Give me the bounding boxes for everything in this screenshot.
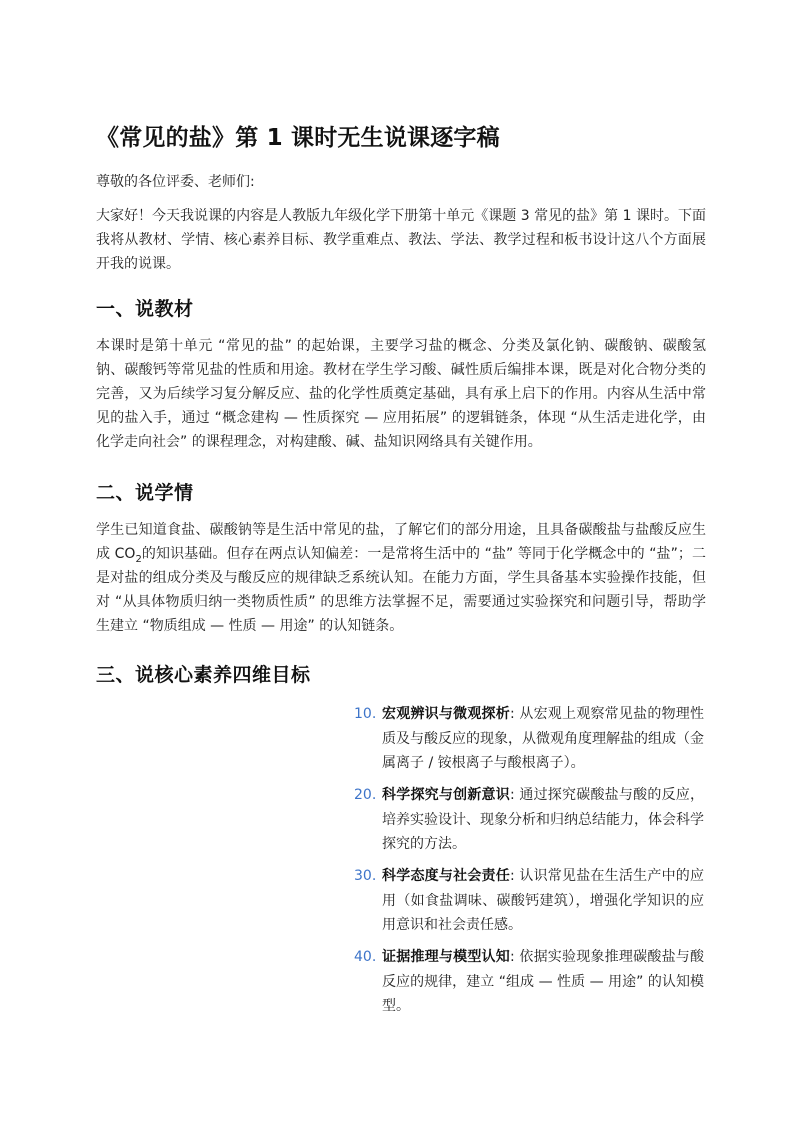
list-item: [354, 783, 704, 857]
section-heading-learners: 二、说学情: [96, 482, 194, 504]
learners-text-part2: 的知识基础。但存在两点认知偏差：一是常将生活中的 “盐” 等同于化学概念中的 “盐”；二是对盐的组成分类及与酸反应的规律缺乏系统认知。在能力方面，学生具备基本实验操作技能，但对 “从具体物质归纳一类物质性质” 的思维方法掌握不足，需要通过实验探究和问题引导，帮助学生建立 “物质组成 — 性质 — 用途” 的认知链条。: [96, 546, 706, 634]
list-number: 40.: [354, 949, 377, 965]
goal-text: : 从宏观上观察常见盐的物理性质及与酸反应的现象，从微观角度理解盐的组成（金属离子 / 铵根离子与酸根离子）。: [382, 706, 705, 771]
textbook-paragraph: 本课时是第十单元 “常见的盐” 的起始课，主要学习盐的概念、分类及氯化钠、碳酸钠、碳酸氢钠、碳酸钙等常见盐的性质和用途。教材在学生学习酸、碱性质后编排本课，既是对化合物分类的完善，又为后续学习复分解反应、盐的化学性质奠定基础，具有承上启下的作用。内容从生活中常见的盐入手，通过 “概念建构 — 性质探究 — 应用拓展” 的逻辑链条，体现 “从生活走进化学，由化学走向社会” 的课程理念，对构建酸、碱、盐知识网络具有关键作用。: [96, 338, 706, 450]
co2-subscript: 2: [135, 553, 142, 565]
list-number: 20.: [354, 787, 377, 803]
goal-text: : 依据实验现象推理碳酸盐与酸反应的规律，建立 “组成 — 性质 — 用途” 的认知模型。: [382, 949, 705, 1014]
goal-term: 宏观辨识与微观探析: [382, 706, 510, 722]
intro-paragraph: 大家好！今天我说课的内容是人教版九年级化学下册第十单元《课题 3 常见的盐》第 1 课时。下面我将从教材、学情、核心素养目标、教学重难点、教法、学法、教学过程和板书设计这八个方面展开我的说课。: [96, 208, 706, 272]
goal-term: 科学探究与创新意识: [382, 787, 510, 803]
goal-term: 科学态度与社会责任: [382, 868, 510, 884]
greeting-paragraph: 尊敬的各位评委、老师们:: [96, 174, 255, 190]
list-number: 30.: [354, 868, 377, 884]
list-item: [354, 945, 704, 1019]
learners-text-part1: 学生已知道食盐、碳酸钠等是生活中常见的盐，了解它们的部分用途，且具备碳酸盐与盐酸反应生成 CO: [96, 522, 706, 562]
goals-list: [354, 702, 704, 1026]
list-item: [354, 702, 704, 776]
goal-text: : 通过探究碳酸盐与酸的反应，培养实验设计、现象分析和归纳总结能力，体会科学探究的方法。: [382, 787, 705, 852]
list-number: 10.: [354, 706, 377, 722]
section-heading-textbook: 一、说教材: [96, 298, 194, 320]
list-item: [354, 864, 704, 938]
goal-text: : 认识常见盐在生活生产中的应用（如食盐调味、碳酸钙建筑），增强化学知识的应用意识和社会责任感。: [382, 868, 705, 933]
goal-term: 证据推理与模型认知: [382, 949, 510, 965]
section-heading-goals: 三、说核心素养四维目标: [96, 664, 311, 686]
page-title: 《常见的盐》第 1 课时无生说课逐字稿: [96, 125, 500, 151]
learners-paragraph: [96, 518, 706, 638]
